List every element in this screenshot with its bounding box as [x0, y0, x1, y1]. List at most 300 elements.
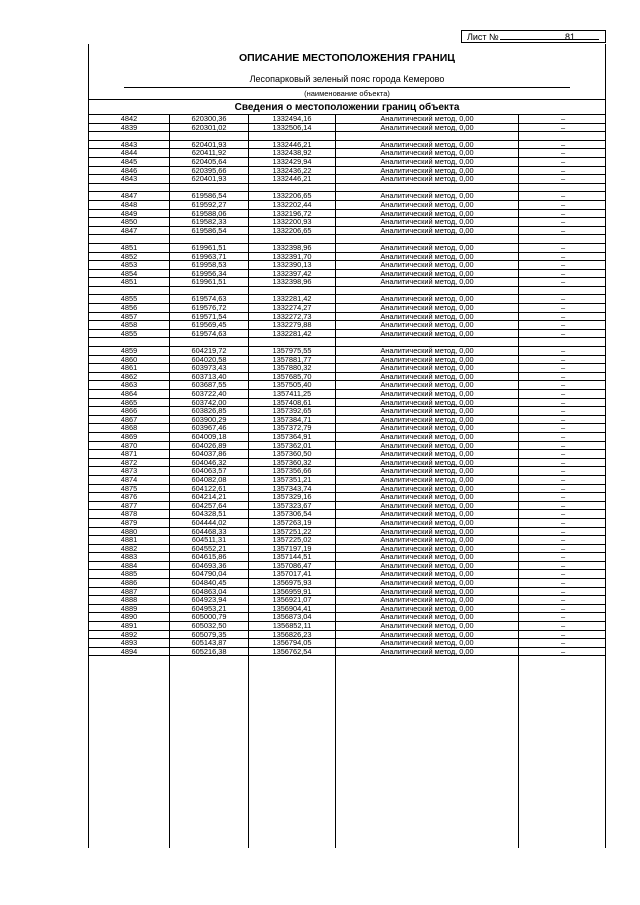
point-number-cell: 4882 — [120, 543, 138, 553]
table-row — [89, 347, 605, 356]
coordinate-y-cell: 1332200,93 — [272, 217, 312, 227]
method-accuracy-cell: Аналитический метод, 0,00 — [380, 535, 474, 545]
method-accuracy-cell: Аналитический метод, 0,00 — [380, 492, 474, 502]
method-accuracy-cell: Аналитический метод, 0,00 — [380, 509, 474, 519]
method-accuracy-cell: Аналитический метод, 0,00 — [380, 423, 474, 433]
table-row — [89, 381, 605, 390]
method-accuracy-cell: Аналитический метод, 0,00 — [380, 440, 474, 450]
point-description-cell: – — [560, 328, 566, 338]
method-accuracy-cell: Аналитический метод, 0,00 — [380, 449, 474, 459]
table-row — [89, 192, 605, 201]
point-description-cell: – — [560, 578, 566, 588]
point-description-cell: – — [560, 346, 566, 356]
method-accuracy-cell: Аналитический метод, 0,00 — [380, 526, 474, 536]
point-number-cell: 4877 — [120, 500, 138, 510]
method-accuracy-cell: Аналитический метод, 0,00 — [380, 122, 474, 132]
point-description-cell: – — [560, 217, 566, 227]
coordinate-y-cell: 1357392,65 — [272, 406, 312, 416]
coordinate-x-cell: 619961,51 — [191, 242, 227, 252]
point-number-cell: 4890 — [120, 612, 138, 622]
point-number-cell: 4857 — [120, 311, 138, 321]
point-number-cell: 4884 — [120, 560, 138, 570]
coordinate-x-cell: 603722,40 — [191, 389, 227, 398]
coordinates-table — [89, 114, 605, 656]
method-accuracy-cell: Аналитический метод, 0,00 — [380, 225, 474, 235]
coordinate-x-cell: 619582,33 — [191, 217, 227, 227]
coordinate-x-cell: 619592,27 — [191, 199, 227, 209]
point-description-cell: – — [560, 225, 566, 235]
table-row — [89, 570, 605, 579]
table-row — [89, 338, 605, 347]
sheet-number: 81 — [564, 32, 575, 42]
point-description-cell: – — [560, 449, 566, 459]
point-number-cell: 4867 — [120, 414, 138, 424]
point-number-cell: 4843 — [120, 174, 138, 184]
coordinate-x-cell: 619576,72 — [191, 303, 227, 313]
coordinate-y-cell: 1332398,96 — [272, 277, 312, 287]
coordinate-y-cell: 1332274,27 — [272, 303, 312, 313]
coordinate-x-cell: 604552,21 — [191, 543, 227, 553]
table-row — [89, 579, 605, 588]
point-number-cell: 4858 — [120, 320, 138, 330]
point-number-cell: 4881 — [120, 535, 138, 545]
point-description-cell: – — [560, 380, 566, 390]
coordinate-x-cell: 619961,51 — [191, 277, 227, 287]
table-row — [89, 493, 605, 502]
table-row — [89, 158, 605, 167]
point-number-cell: 4879 — [120, 517, 138, 527]
point-description-cell: – — [560, 457, 566, 467]
method-accuracy-cell: Аналитический метод, 0,00 — [380, 586, 474, 596]
method-accuracy-cell: Аналитический метод, 0,00 — [380, 389, 474, 398]
point-number-cell: 4847 — [120, 225, 138, 235]
coordinate-y-cell: 1356826,23 — [272, 629, 312, 639]
point-number-cell: 4862 — [120, 371, 138, 381]
coordinate-y-cell: 1332202,44 — [272, 199, 312, 209]
coordinate-x-cell: 619574,63 — [191, 294, 227, 304]
point-description-cell: – — [560, 397, 566, 407]
table-row — [89, 407, 605, 416]
coordinate-y-cell: 1356873,04 — [272, 612, 312, 622]
point-description-cell: – — [560, 303, 566, 313]
method-accuracy-cell: Аналитический метод, 0,00 — [380, 268, 474, 278]
coordinate-y-cell: 1357144,51 — [272, 552, 312, 562]
point-number-cell: 4868 — [120, 423, 138, 433]
point-description-cell: – — [560, 492, 566, 502]
method-accuracy-cell: Аналитический метод, 0,00 — [380, 199, 474, 209]
method-accuracy-cell: Аналитический метод, 0,00 — [380, 431, 474, 441]
table-row — [89, 132, 605, 141]
coordinate-x-cell: 604863,04 — [191, 586, 227, 596]
coordinate-y-cell: 1357685,70 — [272, 371, 312, 381]
coordinate-x-cell: 604082,08 — [191, 474, 227, 484]
point-number-cell: 4849 — [120, 208, 138, 218]
method-accuracy-cell: Аналитический метод, 0,00 — [380, 251, 474, 261]
coordinate-x-cell: 604693,36 — [191, 560, 227, 570]
point-number-cell: 4844 — [120, 148, 138, 158]
coordinate-y-cell: 1332281,42 — [272, 328, 312, 338]
method-accuracy-cell: Аналитический метод, 0,00 — [380, 328, 474, 338]
point-number-cell: 4866 — [120, 406, 138, 416]
point-number-cell: 4870 — [120, 440, 138, 450]
coordinate-y-cell: 1356762,54 — [272, 646, 312, 656]
table-row — [89, 613, 605, 622]
table-row — [89, 235, 605, 244]
method-accuracy-cell: Аналитический метод, 0,00 — [380, 646, 474, 656]
table-row — [89, 562, 605, 571]
point-description-cell: – — [560, 500, 566, 510]
method-accuracy-cell: Аналитический метод, 0,00 — [380, 294, 474, 304]
point-number-cell: 4888 — [120, 595, 138, 605]
table-row — [89, 528, 605, 537]
coordinate-x-cell: 620301,02 — [191, 122, 227, 132]
coordinate-x-cell: 603973,43 — [191, 363, 227, 373]
table-row — [89, 278, 605, 287]
coordinate-x-cell: 620300,36 — [191, 114, 227, 123]
coordinate-x-cell: 604511,31 — [191, 535, 227, 545]
point-number-cell: 4865 — [120, 397, 138, 407]
coordinate-x-cell: 604122,61 — [191, 483, 227, 493]
point-description-cell: – — [560, 466, 566, 476]
point-description-cell: – — [560, 260, 566, 270]
point-description-cell: – — [560, 431, 566, 441]
coordinate-x-cell: 604257,64 — [191, 500, 227, 510]
table-row — [89, 424, 605, 433]
method-accuracy-cell: Аналитический метод, 0,00 — [380, 595, 474, 605]
coordinate-y-cell: 1357372,79 — [272, 423, 312, 433]
coordinate-x-cell: 604219,72 — [191, 346, 227, 356]
table-row — [89, 416, 605, 425]
coordinate-x-cell: 619571,54 — [191, 311, 227, 321]
point-description-cell: – — [560, 621, 566, 631]
point-description-cell: – — [560, 646, 566, 656]
method-accuracy-cell: Аналитический метод, 0,00 — [380, 260, 474, 270]
coordinate-x-cell: 620395,66 — [191, 165, 227, 175]
point-description-cell: – — [560, 603, 566, 613]
point-description-cell: – — [560, 191, 566, 201]
coordinate-x-cell: 604468,33 — [191, 526, 227, 536]
coordinate-y-cell: 1357356,66 — [272, 466, 312, 476]
table-row — [89, 510, 605, 519]
sheet-number-underline — [500, 39, 599, 40]
table-row — [89, 399, 605, 408]
coordinate-x-cell: 604020,58 — [191, 354, 227, 364]
point-description-cell: – — [560, 277, 566, 287]
method-accuracy-cell: Аналитический метод, 0,00 — [380, 191, 474, 201]
object-name-underline — [124, 87, 570, 88]
method-accuracy-cell: Аналитический метод, 0,00 — [380, 114, 474, 123]
coordinate-y-cell: 1332279,88 — [272, 320, 312, 330]
coordinate-y-cell: 1357881,77 — [272, 354, 312, 364]
table-row — [89, 553, 605, 562]
method-accuracy-cell: Аналитический метод, 0,00 — [380, 621, 474, 631]
point-description-cell: – — [560, 268, 566, 278]
method-accuracy-cell: Аналитический метод, 0,00 — [380, 242, 474, 252]
sheet-label: Лист № — [467, 32, 499, 42]
point-number-cell: 4855 — [120, 294, 138, 304]
coordinate-y-cell: 1332281,42 — [272, 294, 312, 304]
table-row — [89, 433, 605, 442]
table-row — [89, 648, 605, 657]
coordinate-y-cell: 1357351,21 — [272, 474, 312, 484]
method-accuracy-cell: Аналитический метод, 0,00 — [380, 414, 474, 424]
coordinate-x-cell: 619956,34 — [191, 268, 227, 278]
method-accuracy-cell: Аналитический метод, 0,00 — [380, 156, 474, 166]
method-accuracy-cell: Аналитический метод, 0,00 — [380, 380, 474, 390]
method-accuracy-cell: Аналитический метод, 0,00 — [380, 311, 474, 321]
section-title: Сведения о местоположении границ объекта — [89, 99, 605, 115]
point-description-cell: – — [560, 629, 566, 639]
coordinate-y-cell: 1357384,71 — [272, 414, 312, 424]
table-row — [89, 390, 605, 399]
coordinate-y-cell: 1332446,21 — [272, 174, 312, 184]
coordinate-x-cell: 620411,92 — [191, 148, 227, 158]
table-row — [89, 141, 605, 150]
coordinate-x-cell: 620401,93 — [191, 174, 227, 184]
point-number-cell: 4873 — [120, 466, 138, 476]
table-row — [89, 184, 605, 193]
point-number-cell: 4856 — [120, 303, 138, 313]
method-accuracy-cell: Аналитический метод, 0,00 — [380, 612, 474, 622]
coordinate-y-cell: 1356852,11 — [272, 621, 312, 631]
point-description-cell: – — [560, 311, 566, 321]
point-description-cell: – — [560, 148, 566, 158]
coordinate-y-cell: 1332196,72 — [272, 208, 312, 218]
coordinate-y-cell: 1356921,07 — [272, 595, 312, 605]
coordinate-y-cell: 1332391,70 — [272, 251, 312, 261]
method-accuracy-cell: Аналитический метод, 0,00 — [380, 346, 474, 356]
table-row — [89, 124, 605, 133]
coordinate-x-cell: 619574,63 — [191, 328, 227, 338]
method-accuracy-cell: Аналитический метод, 0,00 — [380, 217, 474, 227]
point-number-cell: 4839 — [120, 122, 138, 132]
point-number-cell: 4871 — [120, 449, 138, 459]
coordinate-y-cell: 1357343,74 — [272, 483, 312, 493]
coordinate-x-cell: 603900,29 — [191, 414, 227, 424]
table-row — [89, 605, 605, 614]
point-description-cell: – — [560, 363, 566, 373]
coordinate-x-cell: 603826,85 — [191, 406, 227, 416]
table-row — [89, 167, 605, 176]
table-row — [89, 622, 605, 631]
point-description-cell: – — [560, 208, 566, 218]
coordinate-x-cell: 619586,54 — [191, 225, 227, 235]
table-row — [89, 373, 605, 382]
point-description-cell: – — [560, 371, 566, 381]
point-description-cell: – — [560, 251, 566, 261]
point-number-cell: 4855 — [120, 328, 138, 338]
coordinate-y-cell: 1357323,67 — [272, 500, 312, 510]
point-number-cell: 4869 — [120, 431, 138, 441]
point-number-cell: 4872 — [120, 457, 138, 467]
coordinate-x-cell: 620405,64 — [191, 156, 227, 166]
coordinate-y-cell: 1332446,21 — [272, 139, 312, 149]
table-row — [89, 304, 605, 313]
coordinate-y-cell: 1332398,96 — [272, 242, 312, 252]
point-number-cell: 4874 — [120, 474, 138, 484]
point-description-cell: – — [560, 552, 566, 562]
point-number-cell: 4875 — [120, 483, 138, 493]
document-page — [88, 30, 606, 848]
coordinate-y-cell: 1332390,13 — [272, 260, 312, 270]
point-number-cell: 4846 — [120, 165, 138, 175]
method-accuracy-cell: Аналитический метод, 0,00 — [380, 371, 474, 381]
point-description-cell: – — [560, 595, 566, 605]
coordinate-x-cell: 604444,02 — [191, 517, 227, 527]
method-accuracy-cell: Аналитический метод, 0,00 — [380, 139, 474, 149]
method-accuracy-cell: Аналитический метод, 0,00 — [380, 165, 474, 175]
table-row — [89, 536, 605, 545]
table-row — [89, 631, 605, 640]
point-description-cell: – — [560, 569, 566, 579]
coordinate-y-cell: 1357975,55 — [272, 346, 312, 356]
coordinate-y-cell: 1356904,41 — [272, 603, 312, 613]
method-accuracy-cell: Аналитический метод, 0,00 — [380, 174, 474, 184]
coordinate-x-cell: 604328,51 — [191, 509, 227, 519]
point-number-cell: 4880 — [120, 526, 138, 536]
coordinate-y-cell: 1332436,22 — [272, 165, 312, 175]
point-number-cell: 4860 — [120, 354, 138, 364]
method-accuracy-cell: Аналитический метод, 0,00 — [380, 500, 474, 510]
coordinate-x-cell: 604026,89 — [191, 440, 227, 450]
point-description-cell: – — [560, 406, 566, 416]
table-row — [89, 253, 605, 262]
table-row — [89, 476, 605, 485]
coordinate-y-cell: 1332397,42 — [272, 268, 312, 278]
coordinate-y-cell: 1332438,92 — [272, 148, 312, 158]
coordinate-y-cell: 1357251,22 — [272, 526, 312, 536]
coordinate-y-cell: 1332506,14 — [272, 122, 312, 132]
coordinate-x-cell: 604214,21 — [191, 492, 227, 502]
point-number-cell: 4859 — [120, 346, 138, 356]
point-description-cell: – — [560, 156, 566, 166]
coordinate-x-cell: 604046,32 — [191, 457, 227, 467]
point-number-cell: 4863 — [120, 380, 138, 390]
point-description-cell: – — [560, 174, 566, 184]
method-accuracy-cell: Аналитический метод, 0,00 — [380, 148, 474, 158]
point-number-cell: 4851 — [120, 277, 138, 287]
table-row — [89, 467, 605, 476]
boundary-description-form — [88, 44, 606, 848]
table-row — [89, 210, 605, 219]
table-row — [89, 115, 605, 124]
table-row — [89, 356, 605, 365]
table-row — [89, 459, 605, 468]
table-row — [89, 545, 605, 554]
coordinate-y-cell: 1357360,32 — [272, 457, 312, 467]
point-number-cell: 4886 — [120, 578, 138, 588]
coordinate-y-cell: 1357364,91 — [272, 431, 312, 441]
coordinate-y-cell: 1357086,47 — [272, 560, 312, 570]
method-accuracy-cell: Аналитический метод, 0,00 — [380, 474, 474, 484]
point-description-cell: – — [560, 122, 566, 132]
method-accuracy-cell: Аналитический метод, 0,00 — [380, 354, 474, 364]
table-row — [89, 364, 605, 373]
coordinate-x-cell: 604840,45 — [191, 578, 227, 588]
method-accuracy-cell: Аналитический метод, 0,00 — [380, 320, 474, 330]
table-row — [89, 485, 605, 494]
point-description-cell: – — [560, 440, 566, 450]
point-description-cell: – — [560, 474, 566, 484]
point-description-cell: – — [560, 165, 566, 175]
coordinate-y-cell: 1332206,65 — [272, 225, 312, 235]
table-row — [89, 519, 605, 528]
method-accuracy-cell: Аналитический метод, 0,00 — [380, 638, 474, 648]
point-description-cell: – — [560, 483, 566, 493]
method-accuracy-cell: Аналитический метод, 0,00 — [380, 629, 474, 639]
point-number-cell: 4854 — [120, 268, 138, 278]
point-description-cell: – — [560, 535, 566, 545]
coordinate-y-cell: 1357329,16 — [272, 492, 312, 502]
coordinate-x-cell: 605000,79 — [191, 612, 227, 622]
point-number-cell: 4894 — [120, 646, 138, 656]
point-number-cell: 4887 — [120, 586, 138, 596]
coordinate-x-cell: 604615,86 — [191, 552, 227, 562]
point-number-cell: 4851 — [120, 242, 138, 252]
table-row — [89, 287, 605, 296]
point-number-cell: 4883 — [120, 552, 138, 562]
table-row — [89, 596, 605, 605]
table-row — [89, 639, 605, 648]
point-description-cell: – — [560, 389, 566, 398]
point-number-cell: 4843 — [120, 139, 138, 149]
coordinate-y-cell: 1357225,02 — [272, 535, 312, 545]
table-row — [89, 244, 605, 253]
method-accuracy-cell: Аналитический метод, 0,00 — [380, 603, 474, 613]
point-number-cell: 4892 — [120, 629, 138, 639]
method-accuracy-cell: Аналитический метод, 0,00 — [380, 457, 474, 467]
coordinate-x-cell: 603713,40 — [191, 371, 227, 381]
table-row — [89, 588, 605, 597]
point-number-cell: 4845 — [120, 156, 138, 166]
point-number-cell: 4852 — [120, 251, 138, 261]
coordinate-x-cell: 605143,87 — [191, 638, 227, 648]
point-description-cell: – — [560, 638, 566, 648]
method-accuracy-cell: Аналитический метод, 0,00 — [380, 406, 474, 416]
point-description-cell: – — [560, 354, 566, 364]
point-description-cell: – — [560, 294, 566, 304]
point-number-cell: 4893 — [120, 638, 138, 648]
coordinate-x-cell: 619569,45 — [191, 320, 227, 330]
coordinate-y-cell: 1357362,01 — [272, 440, 312, 450]
coordinate-x-cell: 604790,04 — [191, 569, 227, 579]
point-description-cell: – — [560, 414, 566, 424]
coordinate-x-cell: 605216,38 — [191, 646, 227, 656]
coordinate-y-cell: 1332429,94 — [272, 156, 312, 166]
point-description-cell: – — [560, 526, 566, 536]
table-row — [89, 313, 605, 322]
point-description-cell: – — [560, 612, 566, 622]
coordinate-y-cell: 1357017,41 — [272, 569, 312, 579]
coordinate-x-cell: 604063,57 — [191, 466, 227, 476]
point-description-cell: – — [560, 560, 566, 570]
table-row — [89, 149, 605, 158]
coordinate-y-cell: 1332272,73 — [272, 311, 312, 321]
method-accuracy-cell: Аналитический метод, 0,00 — [380, 277, 474, 287]
coordinate-x-cell: 619958,53 — [191, 260, 227, 270]
method-accuracy-cell: Аналитический метод, 0,00 — [380, 543, 474, 553]
table-row — [89, 295, 605, 304]
table-row — [89, 261, 605, 270]
method-accuracy-cell: Аналитический метод, 0,00 — [380, 483, 474, 493]
table-row — [89, 450, 605, 459]
coordinate-x-cell: 619588,06 — [191, 208, 227, 218]
coordinate-y-cell: 1357263,19 — [272, 517, 312, 527]
object-name-caption: (наименование объекта) — [304, 89, 390, 98]
point-description-cell: – — [560, 509, 566, 519]
method-accuracy-cell: Аналитический метод, 0,00 — [380, 569, 474, 579]
coordinate-y-cell: 1357408,61 — [272, 397, 312, 407]
